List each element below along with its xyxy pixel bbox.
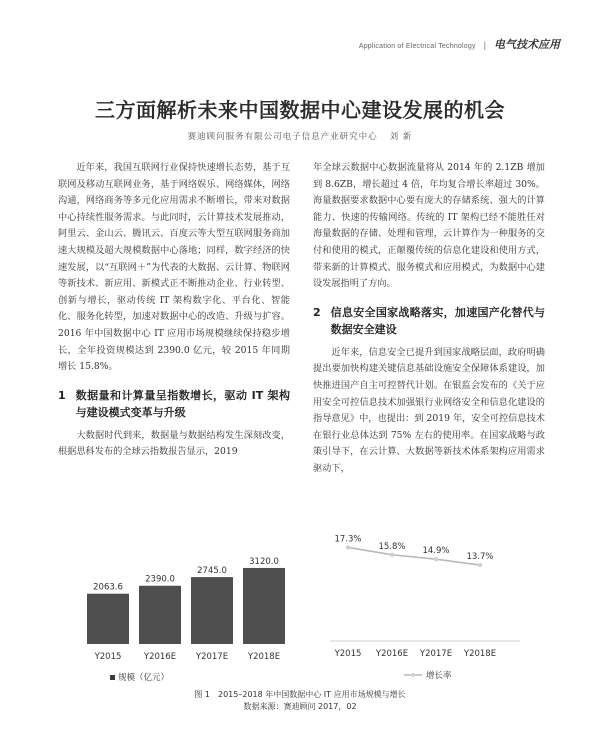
journal-name-cn: 电气技术应用 bbox=[494, 38, 560, 51]
section-1-title: 数据量和计算量呈指数增长，驱动 IT 架构与建设模式变革与升级 bbox=[75, 388, 290, 419]
section-2-title: 信息安全国家战略落实，加速国产化替代与数据安全建设 bbox=[330, 305, 545, 336]
line-value-label: 17.3% bbox=[334, 534, 362, 545]
section-1-number: 1 bbox=[58, 388, 66, 402]
bar-value-label: 2063.6 bbox=[93, 582, 123, 593]
section-1-heading bbox=[58, 387, 290, 421]
journal-name-en: Application of Electrical Technology bbox=[358, 43, 476, 50]
bar-Y2018E bbox=[243, 568, 285, 644]
growth-line bbox=[348, 547, 480, 565]
author-affiliation: 赛迪顾问服务有限公司电子信息产业研究中心 bbox=[187, 132, 378, 142]
x-tick-label: Y2018E bbox=[247, 652, 281, 662]
x-tick-label: Y2018E bbox=[463, 649, 497, 659]
right-column bbox=[313, 160, 545, 478]
x-tick-label: Y2017E bbox=[195, 652, 229, 662]
market-size-bar-chart bbox=[0, 520, 300, 690]
legend-label: 增长率 bbox=[426, 671, 452, 681]
x-tick-label: Y2016E bbox=[143, 652, 177, 662]
line-point-Y2017E bbox=[434, 557, 438, 561]
legend-label: 规模（亿元） bbox=[118, 673, 170, 683]
x-tick-label: Y2017E bbox=[419, 649, 453, 659]
bar-Y2015 bbox=[87, 594, 129, 644]
section-2-heading bbox=[313, 304, 545, 338]
x-tick-label: Y2015 bbox=[94, 652, 122, 662]
section-1-paragraph-continued: 年全球云数据中心数据流量将从 2014 年的 2.1ZB 增加到 8.6ZB，增长超过 4 倍，年均复合增长率超过 30%。海量数据要求数据中心要有庞大的存储系统、强大的计算能力、快速的传输网络。传统的 IT 架构已经不能胜任对海量数据的存储、处理和管理，云计算作为一种服务的交付和使用的模式，正颠覆传统的信息化建设和使用方式，带来新的计算模式、服务模式和应用模式，为数据中心建设发展指明了方向。 bbox=[313, 162, 545, 290]
left-column bbox=[58, 160, 290, 461]
x-tick-label: Y2015 bbox=[334, 649, 362, 659]
line-value-label: 14.9% bbox=[422, 546, 450, 557]
bar-value-label: 2745.0 bbox=[197, 566, 227, 577]
legend-marker bbox=[110, 675, 115, 680]
line-value-label: 13.7% bbox=[466, 552, 494, 563]
intro-paragraph: 近年来，我国互联网行业保持快速增长态势，基于互联网及移动互联网业务，基于网络娱乐、网络媒体，网络沟通，网络商务等多元化应用需求不断增长，带来对数据中心持续性服务需求。与此同时，云计算技术发展推动，阿里云、金山云、腾讯云、百度云等大型互联网服务商加速大规模及超大规模数据中心落地；同样，数字经济的快速发展，以“互联网＋”为代表的大数据、云计算、物联网等新技术、新应用、新模式正不断推动企业、行业转型、创新与增长，驱动传统 IT 架构数字化、平台化、智能化、服务化转型，加速对数据中心的改造、升级与扩容。2016 年中国数据中心 IT 应用市场规模继续保持稳步增长，全年投资规模达到 2390.0 亿元，较 2015 年同期增长 15.8%。 bbox=[58, 162, 290, 373]
bar-Y2016E bbox=[139, 586, 181, 644]
line-value-label: 15.8% bbox=[378, 541, 406, 552]
x-tick-label: Y2016E bbox=[375, 649, 409, 659]
line-point-Y2015 bbox=[346, 545, 350, 549]
figure-caption-block bbox=[0, 689, 600, 713]
line-point-Y2016E bbox=[390, 553, 394, 557]
section-2-number: 2 bbox=[313, 305, 321, 319]
legend-marker bbox=[411, 673, 415, 677]
figure-source: 数据来源：赛迪顾问 2017，02 bbox=[243, 702, 357, 711]
figure-caption: 图 1 2015–2018 年中国数据中心 IT 应用市场规模与增长 bbox=[194, 690, 406, 699]
article-title: 三方面解析未来中国数据中心建设发展的机会 bbox=[95, 98, 505, 122]
journal-separator: | bbox=[483, 40, 486, 50]
journal-header bbox=[359, 36, 560, 52]
section-1-paragraph-start: 大数据时代到来，数据量与数据结构发生深刻改变，根据思科发布的全球云指数报告显示，2019 bbox=[58, 429, 290, 458]
bar-value-label: 3120.0 bbox=[249, 556, 279, 567]
byline bbox=[0, 130, 600, 142]
bar-Y2017E bbox=[191, 577, 233, 644]
bar-value-label: 2390.0 bbox=[145, 574, 175, 585]
growth-rate-line-chart bbox=[300, 520, 600, 690]
section-2-paragraph: 近年来，信息安全已提升到国家战略层面，政府明确提出要加快构建关键信息基础设施安全保障体系建设，加快推进国产自主可控替代计划。在银监会发布的《关于应用安全可控信息技术加强银行业网络安全和信息化建设的指导意见》中，也提出：到 2019 年，安全可控信息技术在银行业总体达到 75% 左右的使用率。在国家战略与政策引导下，在云计算、大数据等新技术体系架构应用需求驱动下， bbox=[313, 346, 545, 474]
author-name: 刘 新 bbox=[389, 132, 413, 142]
line-point-Y2018E bbox=[478, 563, 482, 567]
